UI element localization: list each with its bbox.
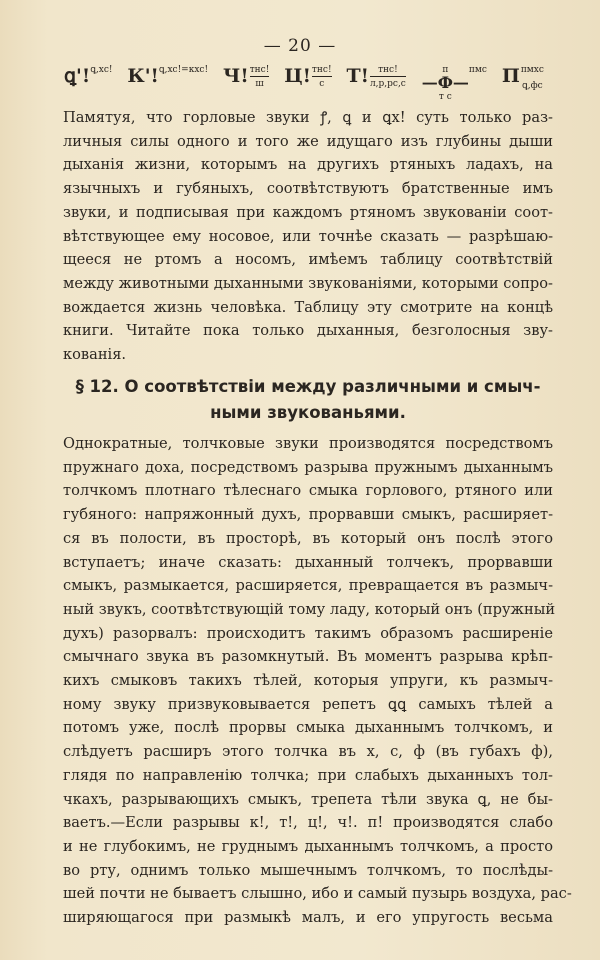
formula-symbol: ꝗ'! <box>64 65 91 87</box>
formula-item <box>127 64 208 88</box>
text-line: шей почти не бываетъ слышно, ибо и самый пузырь воздуха, рас- <box>63 885 572 903</box>
fraction-bar <box>312 76 332 77</box>
paragraph-1 <box>63 106 553 367</box>
text-line: слѣдуетъ расширъ этого толчка въ х, с, ф (въ губахъ ф), <box>63 743 553 761</box>
fraction-bar <box>370 76 406 77</box>
formula-superscript: тнс! <box>249 65 270 75</box>
formula-superscript: пмхс <box>520 65 544 75</box>
formula-superscript: ꝗ,хс! <box>90 65 113 75</box>
text-line: пружнаго доха, посредствомъ разрыва пружнымъ дыханнымъ <box>63 458 553 476</box>
paragraph-2 <box>63 432 572 930</box>
formula-subscript: ш <box>255 79 264 89</box>
formula-symbol: —Ф— <box>421 73 469 92</box>
text-line: дыханія жизни, которымъ на другихъ ртяныхъ ладахъ, на <box>63 156 553 174</box>
heading-line: ными звукованьями. <box>210 403 406 422</box>
formula-item <box>421 64 487 102</box>
formula-symbol: Ч! <box>222 65 249 87</box>
text-line: толчкомъ плотнаго тѣлеснаго смыка горлового, ртяного или <box>63 482 553 500</box>
text-line: смычнаго звука въ разомкнутый. Въ моментъ разрыва крѣп- <box>63 648 553 666</box>
formula-row <box>64 64 544 102</box>
text-line: кихъ смыковъ такихъ тѣлей, которыя упруги, къ размыч- <box>63 672 553 690</box>
formula-symbol: Ц! <box>284 65 311 87</box>
text-line: звуки, и подписывая при каждомъ ртяномъ звукованіи соот- <box>63 203 553 221</box>
text-line: вождается жизнь человѣка. Таблицу эту смотрите на концѣ <box>63 298 553 316</box>
formula-item <box>223 64 269 89</box>
formula-item <box>284 64 331 89</box>
formula-superscript: п <box>442 65 449 75</box>
text-line: вѣтствующее ему носовое, или точнѣе сказать — разрѣшаю- <box>63 227 553 245</box>
formula-symbol: К'! <box>127 65 159 87</box>
formula-item <box>346 64 405 89</box>
formula-symbol: Т! <box>346 65 369 87</box>
section-heading <box>60 374 556 426</box>
fraction-bar <box>250 76 270 77</box>
text-line: вступаетъ; иначе сказать: дыханный толчекъ, прорвавши <box>63 553 553 571</box>
text-line: ному звуку призвуковывается репетъ ꝗꝗ самыхъ тѣлей а <box>63 695 553 713</box>
text-line: Однократные, толчковые звуки производятся посредствомъ <box>63 435 553 452</box>
text-line: кованія. <box>63 346 127 364</box>
text-line: и не глубокимъ, не груднымъ дыханнымъ толчкомъ, а просто <box>63 837 553 855</box>
formula-superscript: тнс! <box>311 65 332 75</box>
formula-superscript: ꝗ,хс!=кхс! <box>158 65 209 75</box>
formula-subscript: с <box>319 79 325 89</box>
text-line: язычныхъ и губяныхъ, соотвѣтствуютъ братственные имъ <box>63 180 553 198</box>
formula-superscript: тнс! <box>378 65 398 75</box>
formula-item <box>64 64 113 88</box>
text-line: щееся не ртомъ а носомъ, имѣемъ таблицу соотвѣтствій <box>63 251 553 269</box>
text-line: духъ) разорвалъ: происходитъ такимъ образомъ расширеніе <box>63 624 553 642</box>
text-line: чкахъ, разрывающихъ смыкъ, трепета тѣли звука ꝗ, не бы- <box>63 790 553 808</box>
text-line: глядя по направленію толчка; при слабыхъ дыханныхъ тол- <box>63 766 553 784</box>
text-line: Памятуя, что горловые звуки ꝭ, ꝗ и ꝗх! суть только раз- <box>63 109 553 126</box>
text-line: во рту, однимъ только мышечнымъ толчкомъ, то послѣды- <box>63 861 553 879</box>
formula-superscript: пмс <box>468 65 487 75</box>
text-line: ваетъ.—Если разрывы к!, т!, ц!, ч!. п! производятся слабо <box>63 814 553 832</box>
formula-symbol: П <box>501 65 520 87</box>
formula-subscript: л,р,рс,с <box>369 79 406 89</box>
text-line: книги. Читайте пока только дыханныя, безголосныя зву- <box>63 322 553 340</box>
text-line: ширяющагося при размыкѣ малъ, и его упругость весьма <box>63 909 553 927</box>
text-line: смыкъ, размыкается, расширяется, превращается въ размыч- <box>63 577 553 595</box>
text-line: ся въ полости, въ просторѣ, въ который онъ послѣ этого <box>63 529 553 547</box>
text-line: потомъ уже, послѣ прорвы смыка дыханнымъ толчкомъ, и <box>63 719 553 737</box>
text-line: губяного: напряжонный духъ, прорвавши смыкъ, расширяет- <box>63 506 553 524</box>
text-line: между животными дыханными звукованіями, которыми сопро- <box>63 274 553 292</box>
formula-subscript: т с <box>438 92 452 102</box>
formula-subscript: ꝗ,фс <box>522 81 543 91</box>
formula-item <box>502 64 544 91</box>
page-number: — 20 — <box>263 36 337 56</box>
text-line: личныя силы одного и того же идущаго изъ глубины дыши <box>63 132 553 150</box>
heading-line: § 12. О соотвѣтствіи между различными и смыч- <box>75 377 541 396</box>
text-line: ный звукъ, соотвѣтствующій тому ладу, который онъ (пружный <box>63 600 556 618</box>
